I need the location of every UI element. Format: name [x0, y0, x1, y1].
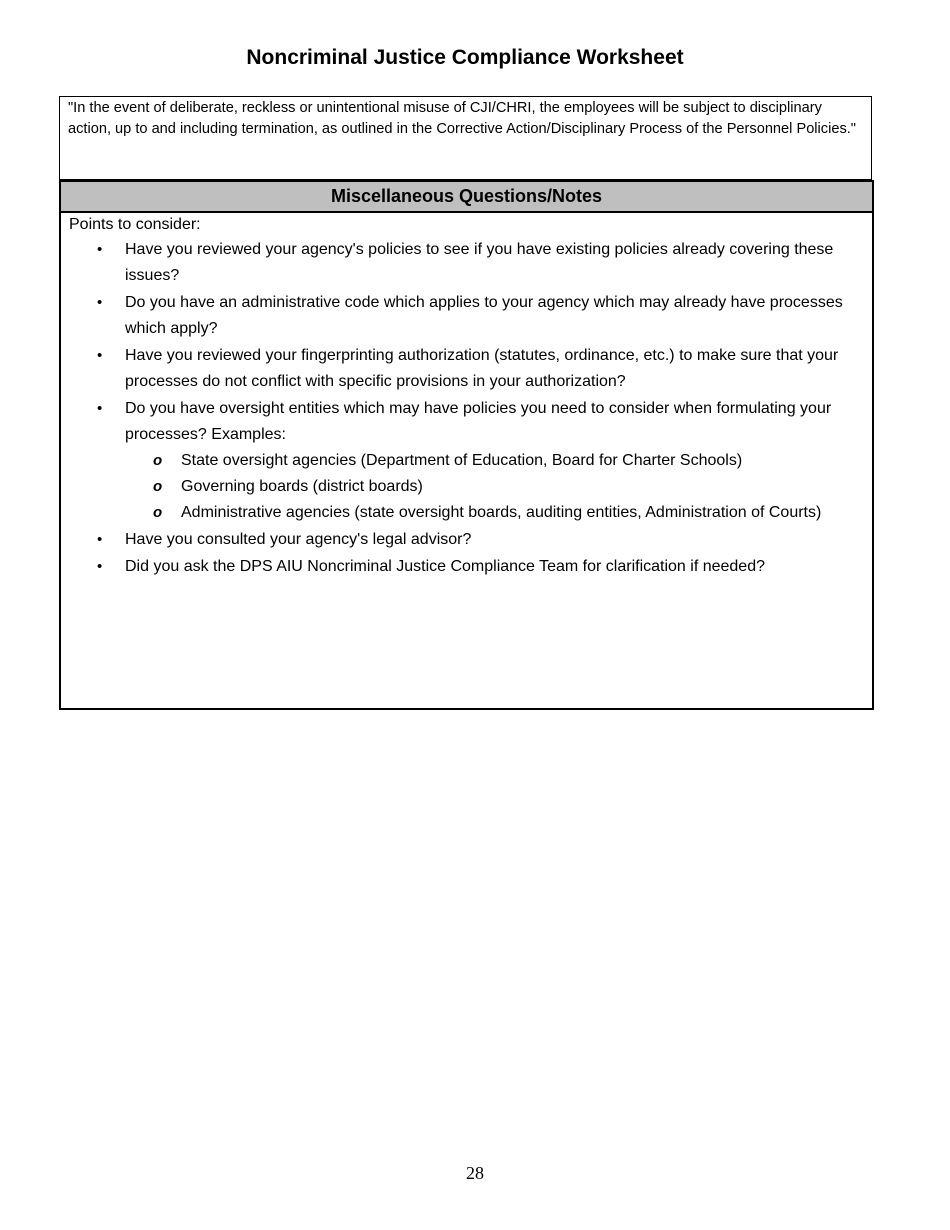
- bullet-icon: •: [97, 531, 103, 548]
- list-item: [69, 237, 864, 289]
- page-number: 28: [466, 1163, 484, 1183]
- list-item: [69, 290, 864, 342]
- points-list: [69, 237, 864, 580]
- list-item-text: Have you consulted your agency's legal advisor?: [125, 531, 472, 548]
- bullet-icon: •: [97, 347, 103, 364]
- misc-questions-section: [59, 180, 874, 710]
- bullet-icon: •: [97, 294, 103, 311]
- page-title: Noncriminal Justice Compliance Worksheet: [246, 46, 684, 69]
- sub-list-item-text: Administrative agencies (state oversight boards, auditing entities, Administration of Courts): [181, 504, 822, 521]
- sub-list-item: [125, 474, 864, 500]
- bullet-icon: •: [97, 400, 103, 417]
- list-item-text: Do you have oversight entities which may have policies you need to consider when formulating your processes? Examples:: [125, 400, 832, 443]
- sub-list-item: [125, 500, 864, 526]
- circle-bullet-icon: o: [153, 504, 163, 521]
- list-item: [69, 527, 864, 553]
- list-item: [69, 396, 864, 526]
- sub-list-item: [125, 448, 864, 474]
- list-item-text: Do you have an administrative code which applies to your agency which may already have processes which apply?: [125, 294, 843, 337]
- bullet-icon: •: [97, 558, 103, 575]
- examples-list: [125, 448, 864, 526]
- list-item: [69, 554, 864, 580]
- policy-quote-text: "In the event of deliberate, reckless or unintentional misuse of CJI/CHRI, the employees will be subject to disciplinary action, up to and including termination, as outlined in the Corrective Action/Disciplinary Process of the Personnel Policies.": [68, 100, 856, 137]
- policy-quote-box: [59, 96, 872, 180]
- circle-bullet-icon: o: [153, 478, 163, 495]
- circle-bullet-icon: o: [153, 452, 163, 469]
- list-item-text: Did you ask the DPS AIU Noncriminal Justice Compliance Team for clarification if needed?: [125, 558, 765, 575]
- list-item: [69, 343, 864, 395]
- section-heading: Miscellaneous Questions/Notes: [61, 182, 872, 213]
- sub-list-item-text: Governing boards (district boards): [181, 478, 423, 495]
- bullet-icon: •: [97, 241, 103, 258]
- sub-list-item-text: State oversight agencies (Department of Education, Board for Charter Schools): [181, 452, 743, 469]
- points-intro: Points to consider:: [69, 216, 201, 233]
- list-item-text: Have you reviewed your agency's policies to see if you have existing policies already covering these issues?: [125, 241, 834, 284]
- list-item-text: Have you reviewed your fingerprinting authorization (statutes, ordinance, etc.) to make sure that your processes do not conflict with specific provisions in your authorization?: [125, 347, 839, 390]
- section-body: [61, 214, 872, 580]
